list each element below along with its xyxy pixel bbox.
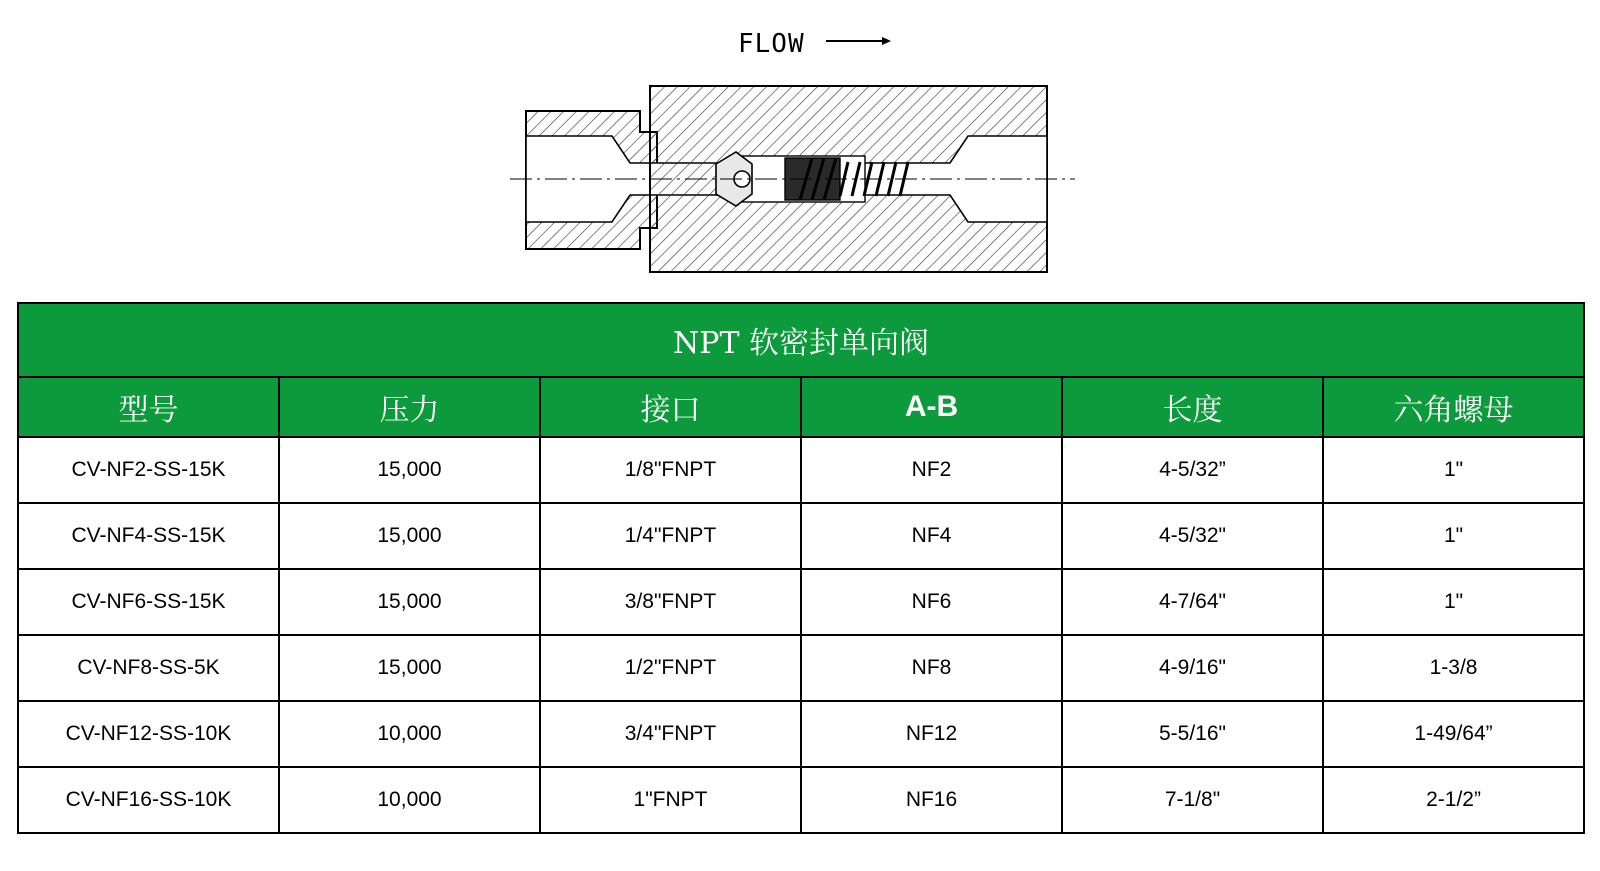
header-pressure: 压力 xyxy=(279,377,540,437)
cell-hex-nut: 2-1/2” xyxy=(1323,767,1584,833)
table-title: NPT 软密封单向阀 xyxy=(18,303,1584,377)
cell-model: CV-NF8-SS-5K xyxy=(18,635,279,701)
cell-connection: 3/4"FNPT xyxy=(540,701,801,767)
table-row xyxy=(18,437,1584,503)
header-length: 长度 xyxy=(1062,377,1323,437)
cell-connection: 1/8"FNPT xyxy=(540,437,801,503)
cell-hex-nut: 1-49/64” xyxy=(1323,701,1584,767)
table-row xyxy=(18,635,1584,701)
table-header-row xyxy=(18,377,1584,437)
cell-pressure: 10,000 xyxy=(279,701,540,767)
cell-model: CV-NF6-SS-15K xyxy=(18,569,279,635)
cell-pressure: 15,000 xyxy=(279,569,540,635)
cell-a-b: NF8 xyxy=(801,635,1062,701)
header-hex-nut: 六角螺母 xyxy=(1323,377,1584,437)
valve-body xyxy=(650,86,1047,272)
cell-model: CV-NF4-SS-15K xyxy=(18,503,279,569)
cell-length: 4-7/64" xyxy=(1062,569,1323,635)
cell-model: CV-NF2-SS-15K xyxy=(18,437,279,503)
valve-cross-section-drawing xyxy=(0,0,1600,290)
cell-a-b: NF12 xyxy=(801,701,1062,767)
cell-length: 4-5/32" xyxy=(1062,503,1323,569)
cell-hex-nut: 1" xyxy=(1323,437,1584,503)
flow-label: FLOW xyxy=(738,29,805,59)
cell-length: 7-1/8" xyxy=(1062,767,1323,833)
cell-model: CV-NF12-SS-10K xyxy=(18,701,279,767)
table-title-row xyxy=(18,303,1584,377)
cell-pressure: 15,000 xyxy=(279,635,540,701)
cell-a-b: NF16 xyxy=(801,767,1062,833)
cell-hex-nut: 1" xyxy=(1323,569,1584,635)
table-row xyxy=(18,503,1584,569)
cell-hex-nut: 1" xyxy=(1323,503,1584,569)
cell-length: 4-5/32” xyxy=(1062,437,1323,503)
header-model: 型号 xyxy=(18,377,279,437)
cell-pressure: 10,000 xyxy=(279,767,540,833)
table-row xyxy=(18,767,1584,833)
cell-a-b: NF4 xyxy=(801,503,1062,569)
cell-connection: 3/8"FNPT xyxy=(540,569,801,635)
cell-pressure: 15,000 xyxy=(279,503,540,569)
header-a-b: A-B xyxy=(801,377,1062,437)
cell-a-b: NF2 xyxy=(801,437,1062,503)
cell-pressure: 15,000 xyxy=(279,437,540,503)
cell-connection: 1/2"FNPT xyxy=(540,635,801,701)
cell-length: 5-5/16" xyxy=(1062,701,1323,767)
cell-model: CV-NF16-SS-10K xyxy=(18,767,279,833)
table-row xyxy=(18,569,1584,635)
cell-connection: 1/4"FNPT xyxy=(540,503,801,569)
cell-connection: 1"FNPT xyxy=(540,767,801,833)
cell-hex-nut: 1-3/8 xyxy=(1323,635,1584,701)
flow-arrow-icon xyxy=(826,37,891,45)
header-connection: 接口 xyxy=(540,377,801,437)
cell-a-b: NF6 xyxy=(801,569,1062,635)
cell-length: 4-9/16" xyxy=(1062,635,1323,701)
table-row xyxy=(18,701,1584,767)
spec-table xyxy=(17,302,1585,834)
